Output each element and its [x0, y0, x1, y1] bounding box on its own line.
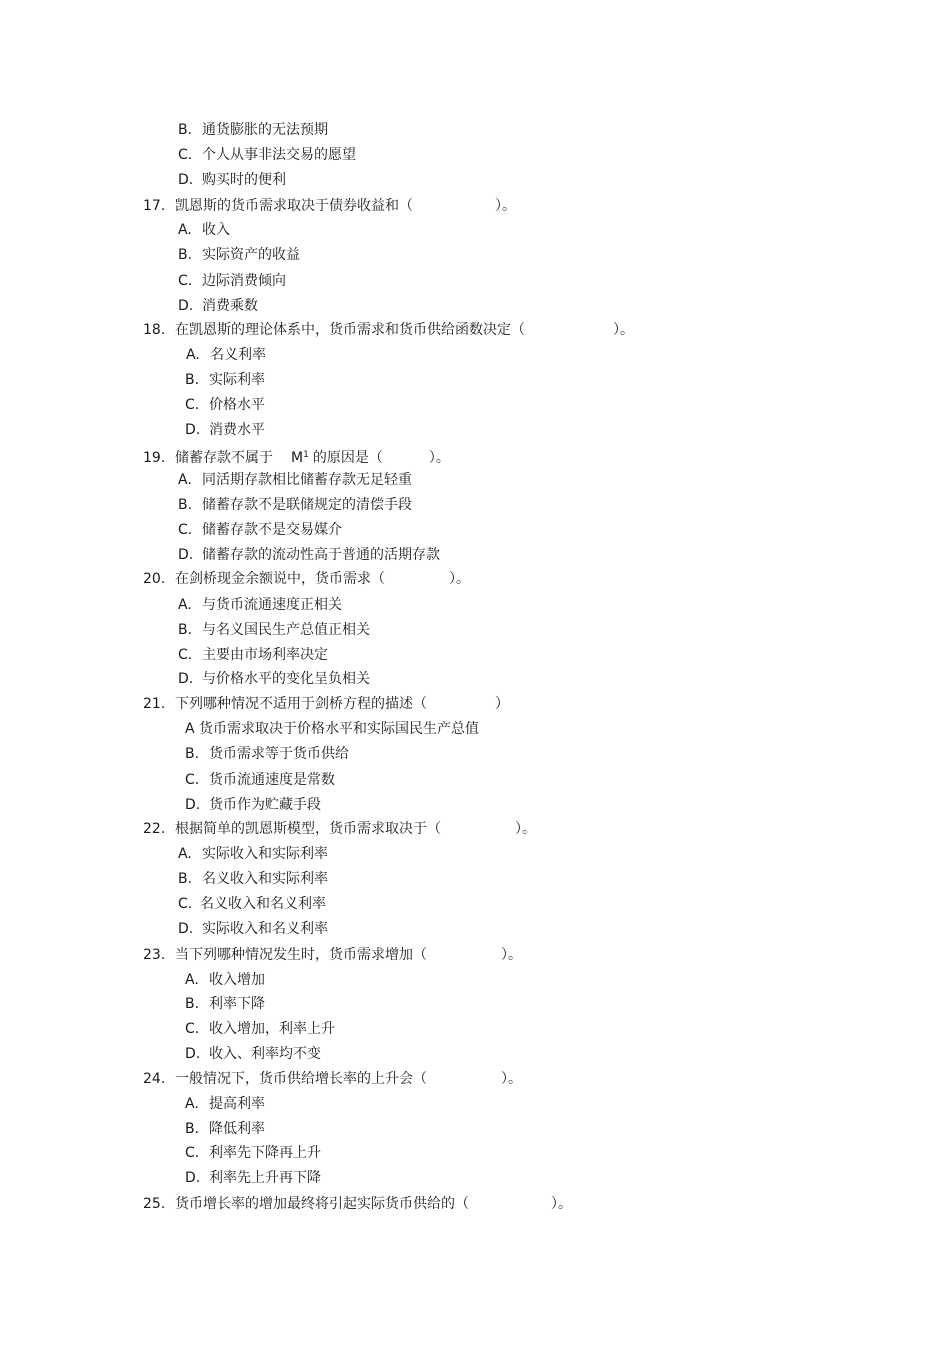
question-text: 一般情况下，货币供给增长率的上升会（: [175, 1071, 427, 1087]
q20-option-c: [178, 646, 328, 664]
option-text: 储蓄存款不是交易媒介: [202, 522, 342, 538]
question-number: 23.: [143, 947, 166, 963]
q17-option-d: [178, 297, 258, 315]
q21-stem: [143, 695, 509, 713]
q24-option-d: [185, 1169, 321, 1187]
question-text: 在凯恩斯的理论体系中，货币需求和货币供给函数决定（: [175, 322, 525, 338]
option-letter: C.: [185, 772, 200, 788]
option-text: 货币需求等于货币供给: [209, 746, 349, 762]
question-text: 当下列哪种情况发生时，货币需求增加（: [175, 947, 427, 963]
q16-option-d: [178, 171, 286, 189]
q25-stem: [143, 1195, 572, 1213]
q23-option-a: [185, 971, 265, 989]
option-letter: D.: [178, 921, 194, 937]
option-letter: D.: [185, 422, 201, 438]
q18-option-b: [185, 371, 265, 389]
q18-stem: [143, 321, 634, 339]
option-text: 实际收入和实际利率: [202, 846, 328, 862]
option-text: 实际资产的收益: [202, 247, 300, 263]
option-letter: B.: [178, 122, 193, 138]
question-end: ）。: [495, 198, 516, 214]
option-text: 储蓄存款不是联储规定的清偿手段: [202, 497, 412, 513]
q18-option-d: [185, 421, 265, 439]
question-text-cont: 的原因是（: [312, 450, 383, 466]
option-text: A 货币需求取决于价格水平和实际国民生产总值: [185, 721, 480, 737]
option-text: 与货币流通速度正相关: [202, 597, 342, 613]
q20-option-b: [178, 621, 370, 639]
option-text: 边际消费倾向: [202, 273, 286, 289]
option-letter: B.: [178, 247, 193, 263]
option-text: 消费水平: [209, 422, 265, 438]
q19-option-a: [178, 471, 412, 489]
option-letter: B.: [185, 996, 200, 1012]
question-number: 18.: [143, 322, 166, 338]
option-text: 收入、利率均不变: [209, 1046, 321, 1062]
q19-stem: [143, 446, 450, 464]
q20-option-a: [178, 596, 342, 614]
option-letter: B.: [178, 622, 193, 638]
option-text: 利率先下降再上升: [209, 1145, 321, 1161]
q24-option-b: [185, 1120, 265, 1138]
question-text: 储蓄存款不属于: [175, 450, 273, 466]
question-end: ）。: [501, 1071, 522, 1087]
option-letter: C.: [178, 147, 193, 163]
option-letter: D.: [178, 547, 194, 563]
option-text: 利率先上升再下降: [209, 1170, 321, 1186]
question-text: 下列哪种情况不适用于剑桥方程的描述（: [175, 696, 427, 712]
option-text: 主要由市场利率决定: [202, 647, 328, 663]
q22-option-d: [178, 920, 328, 938]
option-letter: C.: [185, 397, 200, 413]
option-letter: C.: [178, 647, 193, 663]
question-number: 19.: [143, 450, 166, 466]
q22-option-a: [178, 845, 328, 863]
q22-option-c: [178, 895, 326, 913]
option-letter: B.: [178, 497, 193, 513]
option-letter: D.: [185, 797, 201, 813]
option-letter: A.: [186, 347, 200, 363]
question-text: 在剑桥现金余额说中，货币需求（: [175, 571, 385, 587]
option-letter: A.: [178, 222, 192, 238]
option-text: 收入增加: [209, 972, 265, 988]
q23-option-c: [185, 1020, 335, 1038]
question-end: ）。: [613, 322, 634, 338]
option-text: 提高利率: [209, 1096, 265, 1112]
option-letter: A.: [178, 846, 192, 862]
question-end: ）。: [551, 1196, 572, 1212]
option-text: 消费乘数: [202, 298, 258, 314]
option-text: 降低利率: [209, 1121, 265, 1137]
q21-option-a: [185, 720, 479, 738]
option-letter: A.: [185, 1096, 199, 1112]
q17-stem: [143, 197, 516, 215]
question-end: ）。: [515, 821, 536, 837]
option-text: 同活期存款相比储蓄存款无足轻重: [202, 472, 412, 488]
option-text: 货币流通速度是常数: [209, 772, 335, 788]
m1-symbol: $M^1$: [291, 450, 309, 466]
option-text: 名义收入和实际利率: [202, 871, 328, 887]
option-letter: C.: [178, 522, 193, 538]
option-text: 价格水平: [209, 397, 265, 413]
q22-stem: [143, 820, 536, 838]
option-text: 与价格水平的变化呈负相关: [202, 671, 370, 687]
q19-option-d: [178, 546, 440, 564]
option-text: 收入增加，利率上升: [209, 1021, 335, 1037]
q18-option-a: [186, 346, 266, 364]
option-text: 货币作为贮藏手段: [209, 797, 321, 813]
q17-option-c: [178, 272, 286, 290]
option-letter: B.: [185, 746, 200, 762]
option-letter: D.: [178, 298, 194, 314]
q17-option-a: [178, 221, 230, 239]
question-text: 凯恩斯的货币需求取决于债券收益和（: [175, 198, 413, 214]
question-number: 20.: [143, 571, 166, 587]
q21-option-c: [185, 771, 335, 789]
q24-stem: [143, 1070, 522, 1088]
option-text: 利率下降: [209, 996, 265, 1012]
q19-option-b: [178, 496, 412, 514]
option-text: 名义收入和名义利率: [200, 896, 326, 912]
question-number: 17.: [143, 198, 166, 214]
question-end: ）。: [501, 947, 522, 963]
q23-option-b: [185, 995, 265, 1013]
option-letter: B.: [185, 372, 200, 388]
q17-option-b: [178, 246, 300, 264]
option-letter: D.: [178, 172, 194, 188]
question-number: 24.: [143, 1071, 166, 1087]
option-text: 储蓄存款的流动性高于普通的活期存款: [202, 547, 440, 563]
question-text: 货币增长率的增加最终将引起实际货币供给的（: [175, 1196, 469, 1212]
option-letter: A.: [185, 972, 199, 988]
question-number: 21.: [143, 696, 166, 712]
option-letter: C.: [185, 1145, 200, 1161]
q23-stem: [143, 946, 522, 964]
option-letter: C.: [185, 1021, 200, 1037]
option-letter: A.: [178, 472, 192, 488]
question-number: 25.: [143, 1196, 166, 1212]
q22-option-b: [178, 870, 328, 888]
q19-option-c: [178, 521, 342, 539]
q21-option-d: [185, 796, 321, 814]
option-text: 与名义国民生产总值正相关: [202, 622, 370, 638]
option-text: 名义利率: [210, 347, 266, 363]
q21-option-b: [185, 745, 349, 763]
option-letter: D.: [185, 1046, 201, 1062]
option-text: 实际利率: [209, 372, 265, 388]
option-text: 个人从事非法交易的愿望: [202, 147, 356, 163]
option-letter: B.: [178, 871, 193, 887]
option-letter: C.: [178, 896, 193, 912]
option-text: 实际收入和名义利率: [202, 921, 328, 937]
question-number: 22.: [143, 821, 166, 837]
option-text: 购买时的便利: [202, 172, 286, 188]
q18-option-c: [185, 396, 265, 414]
option-letter: C.: [178, 273, 193, 289]
option-text: 收入: [202, 222, 230, 238]
q24-option-c: [185, 1144, 321, 1162]
q16-option-b: [178, 121, 328, 139]
question-end: ）。: [428, 450, 450, 466]
q24-option-a: [185, 1095, 265, 1113]
q20-stem: [143, 570, 470, 588]
question-end: ）。: [449, 571, 470, 587]
option-letter: B.: [185, 1121, 200, 1137]
question-end: ）: [495, 696, 509, 712]
option-text: 通货膨胀的无法预期: [202, 122, 328, 138]
option-letter: D.: [185, 1170, 201, 1186]
q23-option-d: [185, 1045, 321, 1063]
option-letter: D.: [178, 671, 194, 687]
q20-option-d: [178, 670, 370, 688]
q16-option-c: [178, 146, 356, 164]
question-text: 根据简单的凯恩斯模型，货币需求取决于（: [175, 821, 441, 837]
option-letter: A.: [178, 597, 192, 613]
